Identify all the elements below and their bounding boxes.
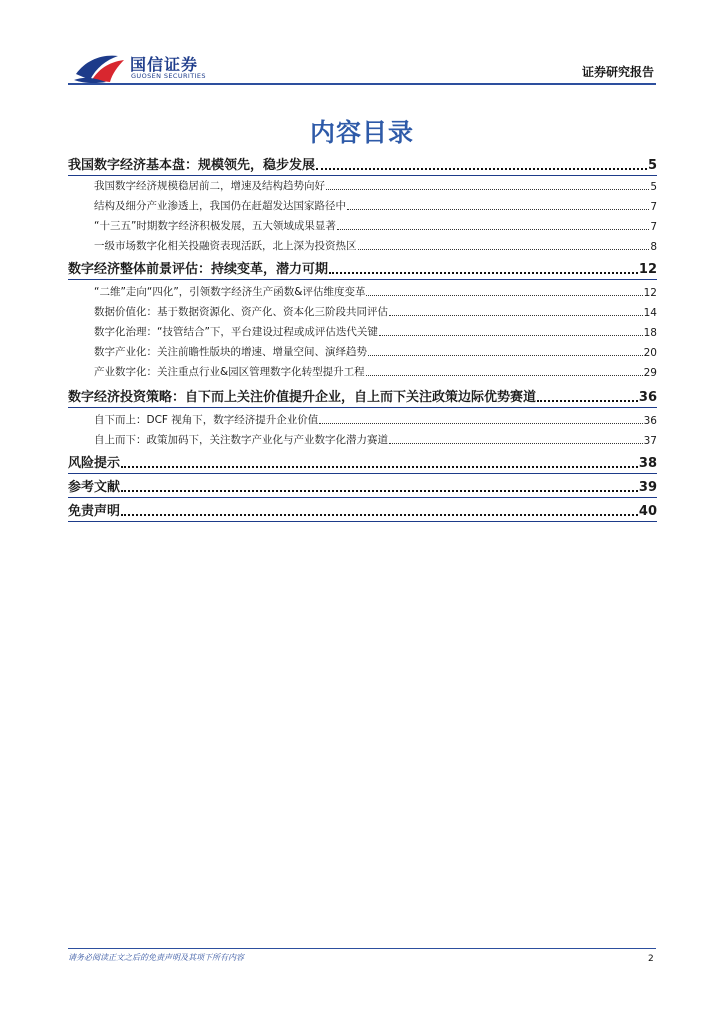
toc-entry-label: 我国数字经济规模稳居前二，增速及结构趋势向好 [94, 180, 325, 192]
toc-entry-page: 5 [647, 158, 657, 173]
toc-entry-page: 8 [650, 241, 657, 253]
toc-entry-label: 自上而下：政策加码下，关注数字产业化与产业数字化潜力赛道 [94, 434, 388, 446]
toc-entry-page: 7 [650, 201, 657, 213]
toc-subsection-link[interactable] [68, 304, 657, 319]
toc-entry-label: 参考文献 [68, 480, 121, 495]
report-type-label: 证券研究报告 [581, 65, 654, 79]
toc-section-link[interactable] [68, 258, 657, 280]
toc-section-link[interactable] [68, 386, 657, 408]
guosen-logo-icon [72, 50, 130, 84]
toc-entry-page: 29 [643, 367, 657, 379]
toc-entry-page: 38 [638, 456, 657, 471]
toc-dot-leader [366, 375, 643, 376]
footer-divider [68, 948, 656, 949]
toc-entry-page: 18 [643, 327, 657, 339]
toc-entry-page: 14 [643, 307, 657, 319]
toc-entry-label: 数字经济整体前景评估：持续变革，潜力可期 [68, 262, 329, 277]
toc-entry-label: “二维”走向“四化”，引领数字经济生产函数&评估维度变革 [94, 286, 366, 298]
toc-entry-page: 20 [643, 347, 657, 359]
toc-entry-label: 风险提示 [68, 456, 121, 471]
toc-entry-label: 我国数字经济基本盘：规模领先，稳步发展 [68, 158, 316, 173]
toc-title: 内容目录 [309, 118, 414, 147]
toc-subsection-link[interactable] [68, 432, 657, 447]
toc-entry-label: 自下而上：DCF 视角下，数字经济提升企业价值 [94, 414, 319, 426]
toc-section-link[interactable] [68, 500, 657, 522]
toc-dot-leader [379, 335, 643, 336]
toc-dot-leader [368, 355, 643, 356]
toc-entry-label: 数据价值化：基于数据资源化、资产化、资本化三阶段共同评估 [94, 306, 388, 318]
toc-subsection-link[interactable] [68, 198, 657, 213]
toc-dot-leader [347, 209, 649, 210]
disclaimer-note: 请务必阅读正文之后的免责声明及其项下所有内容 [68, 953, 244, 962]
toc-dot-leader [121, 466, 638, 468]
toc-subsection-link[interactable] [68, 344, 657, 359]
toc-entry-page: 36 [638, 390, 657, 405]
toc-dot-leader [121, 490, 638, 492]
toc-subsection-link[interactable] [68, 178, 657, 193]
brand-name-en: GUOSEN SECURITIES [131, 72, 206, 80]
toc-dot-leader [537, 400, 638, 402]
toc-dot-leader [389, 315, 643, 316]
toc-entry-page: 12 [638, 262, 657, 277]
toc-subsection-link[interactable] [68, 218, 657, 233]
toc-entry-page: 36 [643, 415, 657, 427]
toc-dot-leader [366, 295, 642, 296]
toc-subsection-link[interactable] [68, 284, 657, 299]
toc-entry-page: 12 [643, 287, 657, 299]
toc-entry-label: “十三五”时期数字经济积极发展，五大领域成果显著 [94, 220, 336, 232]
toc-entry-label: 数字产业化：关注前瞻性版块的增速、增量空间、演绎趋势 [94, 346, 367, 358]
toc-subsection-link[interactable] [68, 238, 657, 253]
toc-entry-label: 免责声明 [68, 504, 121, 519]
toc-entry-label: 数字化治理：“技管结合”下，平台建设过程或成评估迭代关键 [94, 326, 378, 338]
toc-section-link[interactable] [68, 452, 657, 474]
toc-section-link[interactable] [68, 476, 657, 498]
toc-entry-page: 5 [650, 181, 657, 193]
toc-entry-label: 结构及细分产业渗透上，我国仍在赶超发达国家路径中 [94, 200, 346, 212]
toc-entry-page: 40 [638, 504, 657, 519]
toc-entry-page: 7 [650, 221, 657, 233]
toc-dot-leader [121, 514, 638, 516]
toc-entry-label: 数字经济投资策略：自下而上关注价值提升企业，自上而下关注政策边际优势赛道 [68, 390, 537, 405]
toc-section-link[interactable] [68, 154, 657, 176]
toc-dot-leader [326, 189, 649, 190]
toc-subsection-link[interactable] [68, 364, 657, 379]
toc-subsection-link[interactable] [68, 324, 657, 339]
toc-dot-leader [319, 423, 642, 424]
header-divider [68, 83, 656, 85]
brand-name-cn: 国信证券 [130, 55, 199, 74]
toc-subsection-link[interactable] [68, 412, 657, 427]
page-number: 2 [648, 954, 654, 964]
toc-dot-leader [389, 443, 643, 444]
toc-dot-leader [337, 229, 649, 230]
toc-dot-leader [358, 249, 650, 250]
toc-entry-page: 37 [643, 435, 657, 447]
toc-dot-leader [329, 272, 638, 274]
toc-entry-label: 一级市场数字化相关投融资表现活跃，北上深为投资热区 [94, 240, 357, 252]
toc-entry-label: 产业数字化：关注重点行业&园区管理数字化转型提升工程 [94, 366, 365, 378]
toc-entry-page: 39 [638, 480, 657, 495]
toc-dot-leader [316, 168, 647, 170]
page-header [0, 0, 724, 90]
